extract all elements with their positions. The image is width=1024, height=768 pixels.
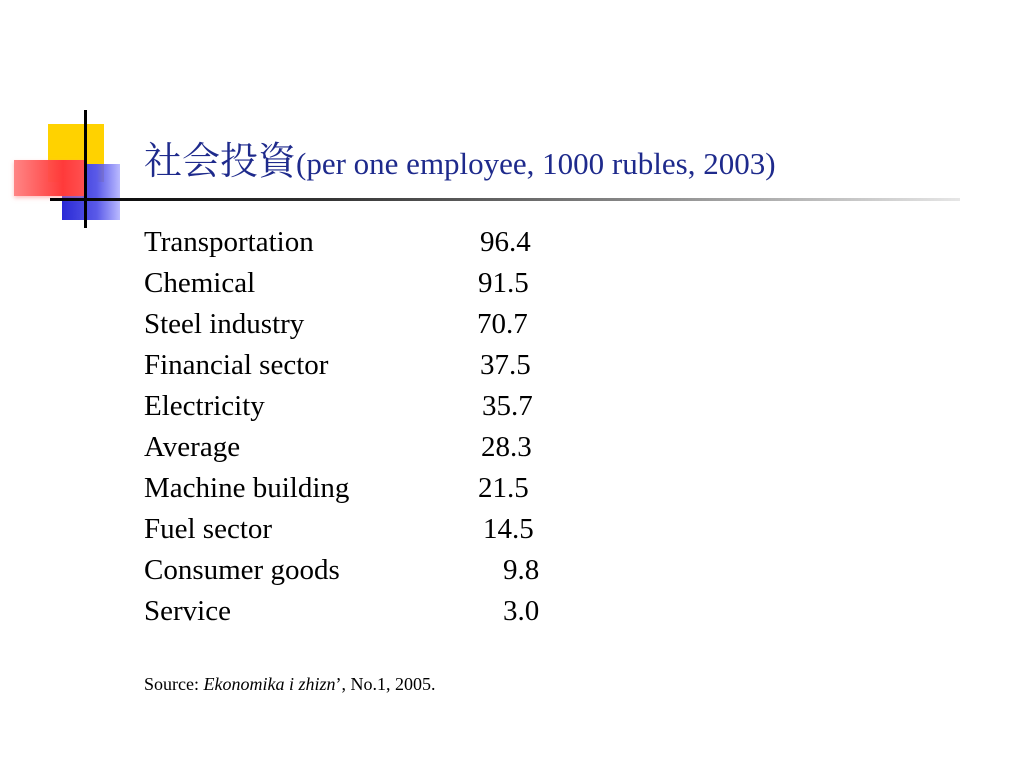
sector-label: Service [144, 595, 231, 627]
sector-label: Steel industry [144, 308, 305, 340]
sector-value: 96.4 [480, 226, 531, 258]
list-item [144, 591, 564, 632]
list-item [144, 550, 564, 591]
sector-label: Chemical [144, 267, 256, 299]
decor-red-bar [14, 160, 84, 196]
decor-vertical-line [84, 110, 87, 228]
investment-list [144, 222, 564, 632]
sector-label: Machine building [144, 472, 350, 504]
sector-value: 70.7 [477, 308, 528, 340]
source-publication: Ekonomika i zhizn [203, 674, 336, 694]
list-item [144, 386, 564, 427]
sector-value: 3.0 [503, 595, 540, 627]
sector-label: Transportation [144, 226, 314, 258]
title-subtitle: (per one employee, 1000 rubles, 2003) [296, 146, 776, 181]
list-item [144, 468, 564, 509]
source-citation [144, 674, 435, 695]
list-item [144, 304, 564, 345]
list-item [144, 509, 564, 550]
sector-value: 35.7 [482, 390, 533, 422]
sector-value: 37.5 [480, 349, 531, 381]
sector-label: Electricity [144, 390, 265, 422]
sector-value: 21.5 [478, 472, 529, 504]
sector-value: 91.5 [478, 267, 529, 299]
sector-label: Financial sector [144, 349, 329, 381]
title-underline [50, 198, 960, 201]
title-japanese: 社会投資 [144, 139, 297, 183]
sector-label: Average [144, 431, 241, 463]
sector-value: 28.3 [481, 431, 532, 463]
list-item [144, 427, 564, 468]
source-prefix: Source: [144, 674, 204, 694]
sector-label: Fuel sector [144, 513, 273, 545]
list-item [144, 345, 564, 386]
list-item [144, 222, 564, 263]
slide-title [144, 130, 776, 185]
list-item [144, 263, 564, 304]
source-details: ’, No.1, 2005. [335, 674, 436, 694]
sector-label: Consumer goods [144, 554, 340, 586]
sector-value: 14.5 [483, 513, 534, 545]
sector-value: 9.8 [503, 554, 540, 586]
